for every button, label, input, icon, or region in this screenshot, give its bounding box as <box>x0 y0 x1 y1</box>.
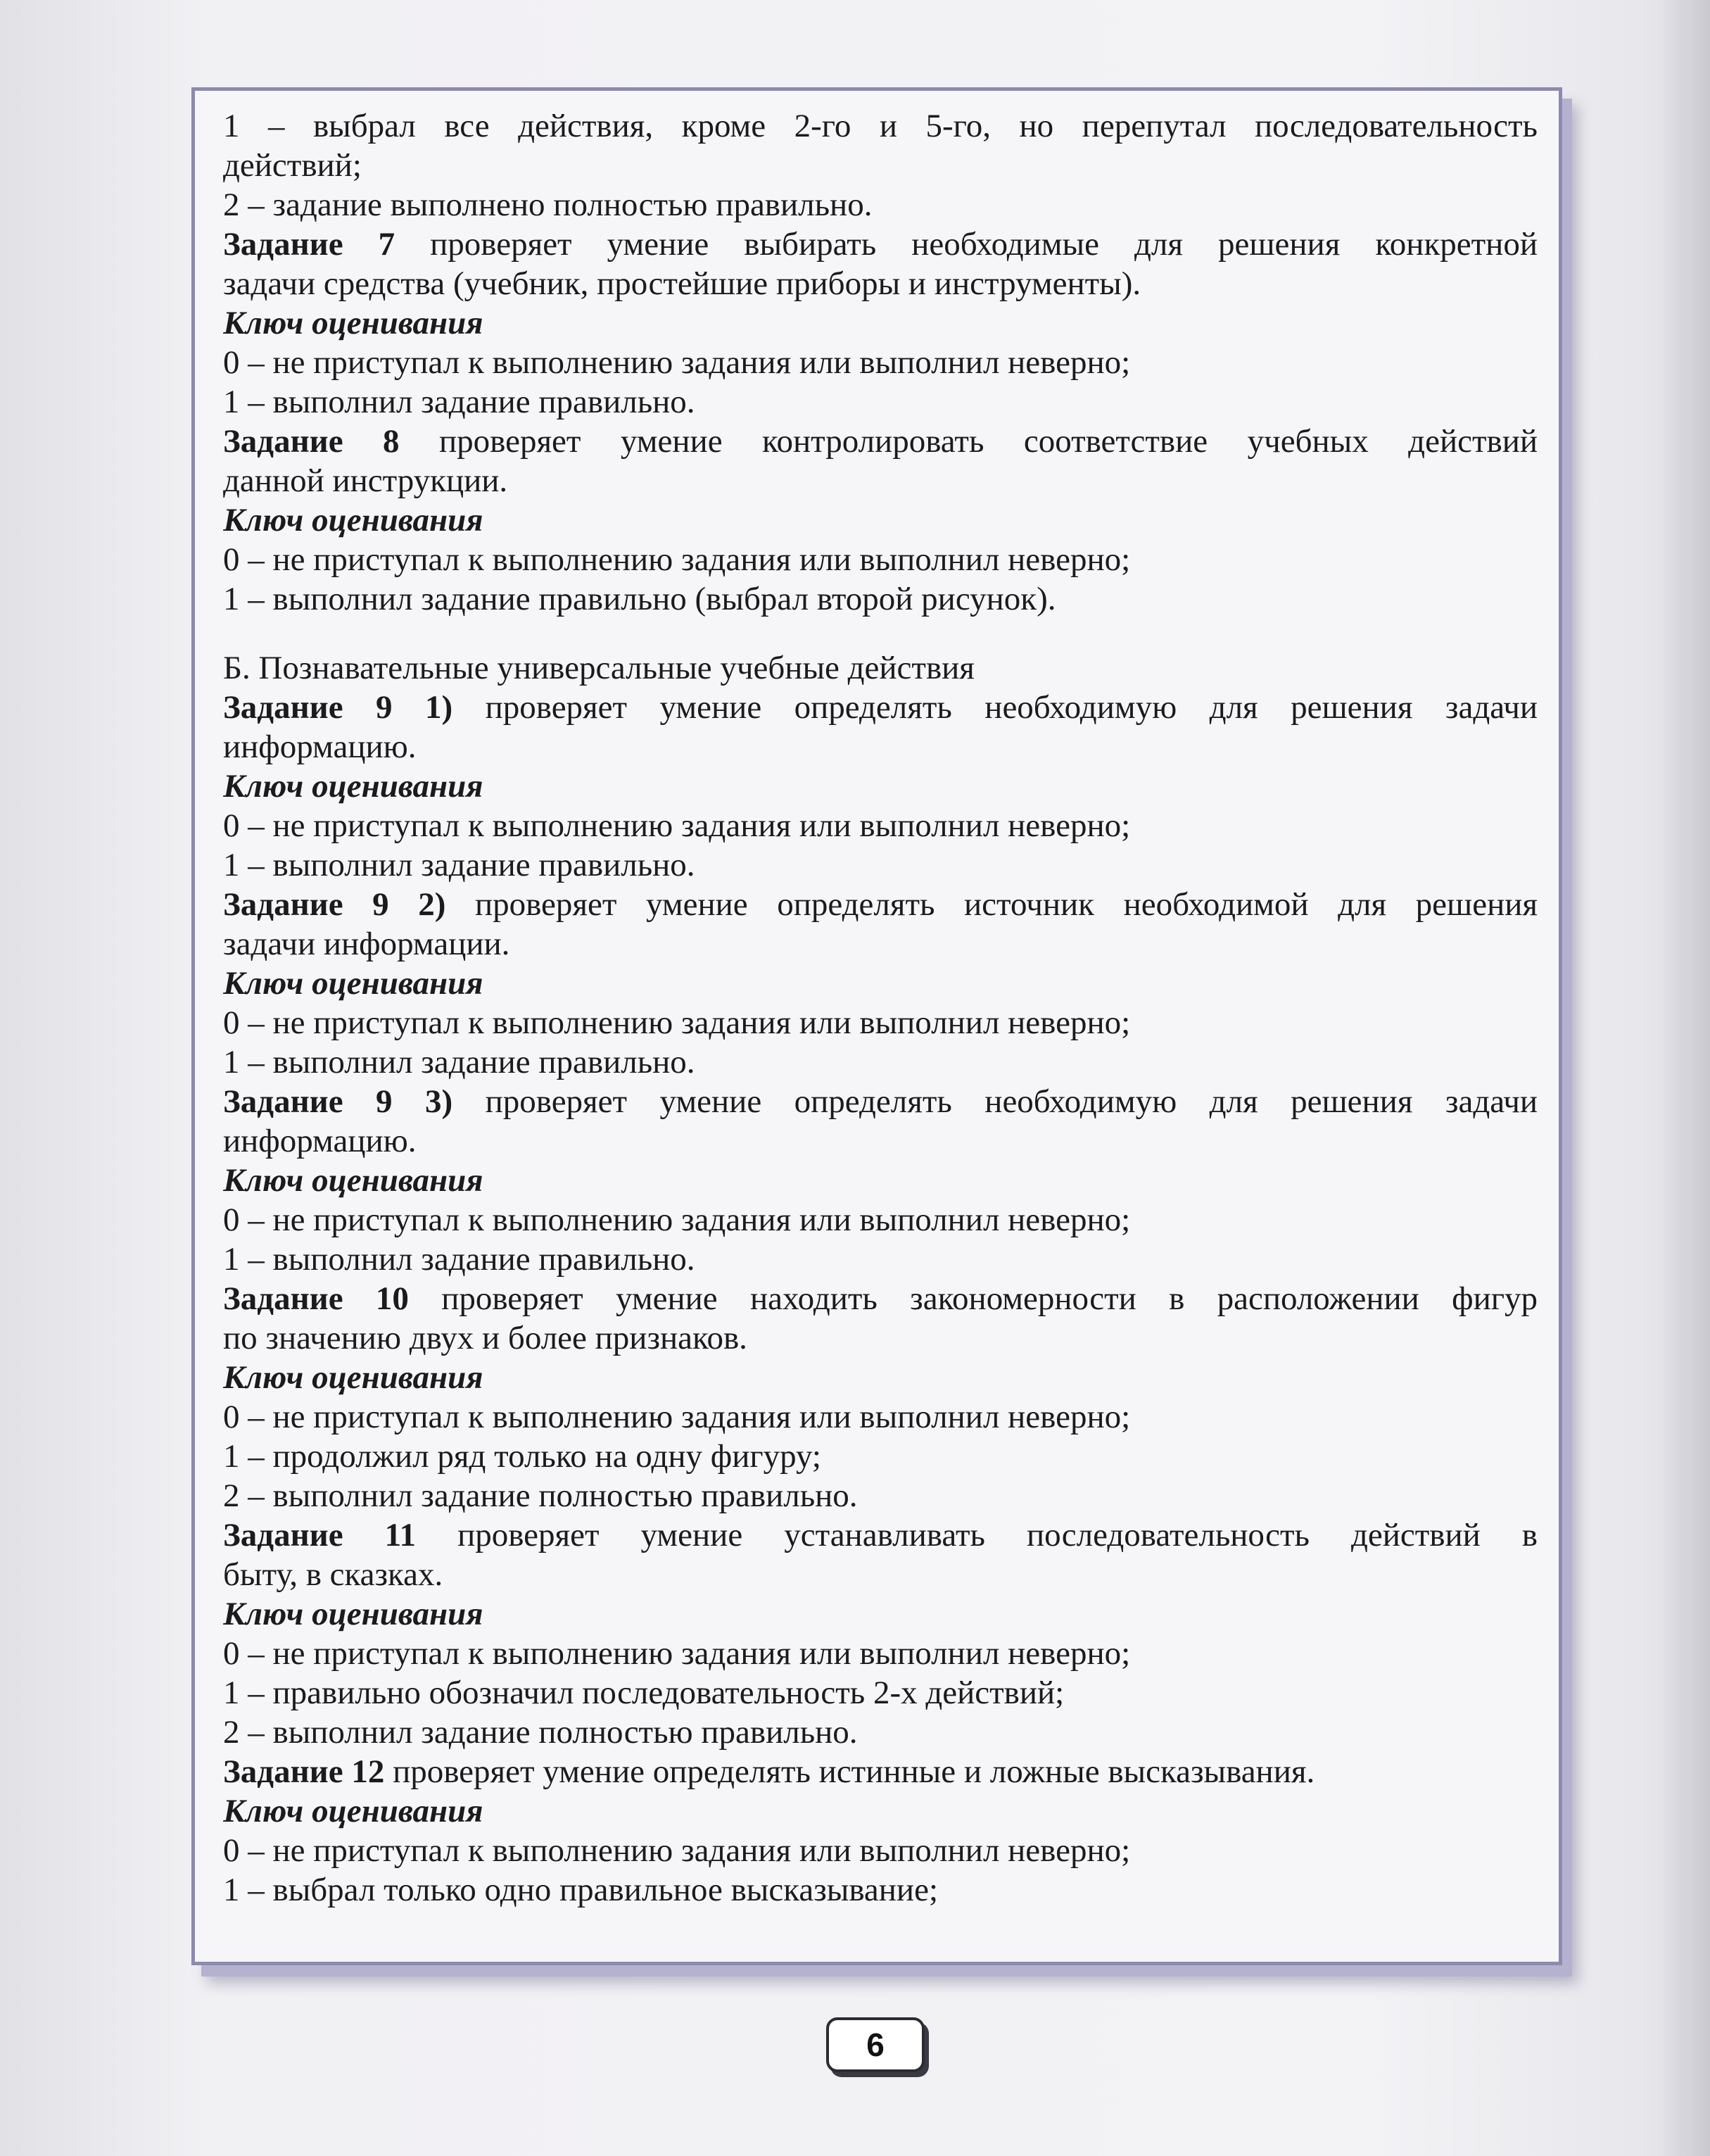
text-line: 2 – выполнил задание полностью правильно. <box>223 1714 858 1751</box>
text-line: 0 – не приступал к выполнению задания или выполнил неверно; <box>223 344 1131 381</box>
page-number-badge <box>826 2017 925 2072</box>
task-7-line <box>223 225 1538 264</box>
task-heading: Задание 9 3) <box>223 1083 453 1120</box>
task-10-line <box>223 1279 1538 1318</box>
task-8-line <box>223 422 1538 461</box>
evaluation-key-heading: Ключ оценивания <box>223 1359 483 1396</box>
task-12-line <box>223 1752 1538 1791</box>
task-description: проверяет умение выбирать необходимые для решения конкретной <box>395 226 1538 263</box>
text-line: быту, в сказках. <box>223 1556 443 1593</box>
text-line: по значению двух и более признаков. <box>223 1320 747 1356</box>
text-line: 0 – не приступал к выполнению задания или выполнил неверно; <box>223 1399 1131 1435</box>
text-line: задачи информации. <box>223 926 510 962</box>
task-heading: Задание 12 <box>223 1753 385 1790</box>
evaluation-key-heading: Ключ оценивания <box>223 305 483 341</box>
task-description: проверяет умение определять необходимую для решения задачи <box>452 1083 1538 1120</box>
text-line: 2 – выполнил задание полностью правильно. <box>223 1477 858 1514</box>
document-text <box>223 106 1538 1910</box>
task-heading: Задание 9 2) <box>223 886 446 923</box>
task-heading: Задание 10 <box>223 1280 409 1317</box>
task-9-1-line <box>223 688 1538 727</box>
task-heading: Задание 7 <box>223 226 395 263</box>
text-line: данной инструкции. <box>223 462 508 499</box>
text-line: 1 – продолжил ряд только на одну фигуру; <box>223 1438 821 1475</box>
section-heading: Б. Познавательные универсальные учебные действия <box>223 650 975 686</box>
task-description: проверяет умение находить закономерности в расположении фигур <box>408 1280 1538 1317</box>
text-line: 2 – задание выполнено полностью правильно. <box>223 187 873 223</box>
text-line: 1 – выполнил задание правильно. <box>223 1044 695 1080</box>
text-line: 1 – правильно обозначил последовательность 2-х действий; <box>223 1675 1065 1711</box>
text-line: 0 – не приступал к выполнению задания или выполнил неверно; <box>223 541 1131 578</box>
text-line: 1 – выбрал все действия, кроме 2-го и 5-го, но перепутал последовательность <box>223 108 1538 144</box>
task-heading: Задание 9 1) <box>223 689 453 726</box>
text-line: информацию. <box>223 1123 417 1159</box>
task-9-2-line <box>223 885 1538 924</box>
spacer <box>223 619 1538 648</box>
task-description: проверяет умение определять необходимую для решения задачи <box>452 689 1538 726</box>
content-frame <box>191 87 1562 1965</box>
text-line: 0 – не приступал к выполнению задания или выполнил неверно; <box>223 1202 1131 1238</box>
text-line: задачи средства (учебник, простейшие приборы и инструменты). <box>223 265 1141 302</box>
text-line: действий; <box>223 147 362 184</box>
task-description: проверяет умение контролировать соответствие учебных действий <box>399 423 1538 460</box>
task-description: проверяет умение устанавливать последовательность действий в <box>416 1517 1538 1553</box>
text-line: 0 – не приступал к выполнению задания или выполнил неверно; <box>223 1832 1131 1869</box>
evaluation-key-heading: Ключ оценивания <box>223 1162 483 1199</box>
evaluation-key-heading: Ключ оценивания <box>223 768 483 805</box>
page-number: 6 <box>866 2026 885 2063</box>
text-line: информацию. <box>223 729 417 765</box>
task-heading: Задание 8 <box>223 423 400 460</box>
task-description: проверяет умение определять истинные и ложные высказывания. <box>384 1753 1315 1790</box>
task-9-3-line <box>223 1082 1538 1121</box>
page-binding-edge <box>1661 0 1710 2156</box>
text-line: 1 – выполнил задание правильно. <box>223 847 695 883</box>
text-line: 1 – выполнил задание правильно. <box>223 1241 695 1278</box>
evaluation-key-heading: Ключ оценивания <box>223 1793 483 1829</box>
evaluation-key-heading: Ключ оценивания <box>223 1596 483 1632</box>
text-line: 0 – не приступал к выполнению задания или выполнил неверно; <box>223 807 1131 844</box>
text-line: 1 – выполнил задание правильно (выбрал второй рисунок). <box>223 581 1056 617</box>
text-line: 0 – не приступал к выполнению задания или выполнил неверно; <box>223 1004 1131 1041</box>
task-description: проверяет умение определять источник необходимой для решения <box>445 886 1538 923</box>
task-heading: Задание 11 <box>223 1517 417 1553</box>
evaluation-key-heading: Ключ оценивания <box>223 965 483 1002</box>
text-line: 0 – не приступал к выполнению задания или выполнил неверно; <box>223 1635 1131 1672</box>
text-line: 1 – выполнил задание правильно. <box>223 384 695 420</box>
task-11-line <box>223 1515 1538 1555</box>
text-line: 1 – выбрал только одно правильное высказывание; <box>223 1872 939 1908</box>
evaluation-key-heading: Ключ оценивания <box>223 502 483 538</box>
